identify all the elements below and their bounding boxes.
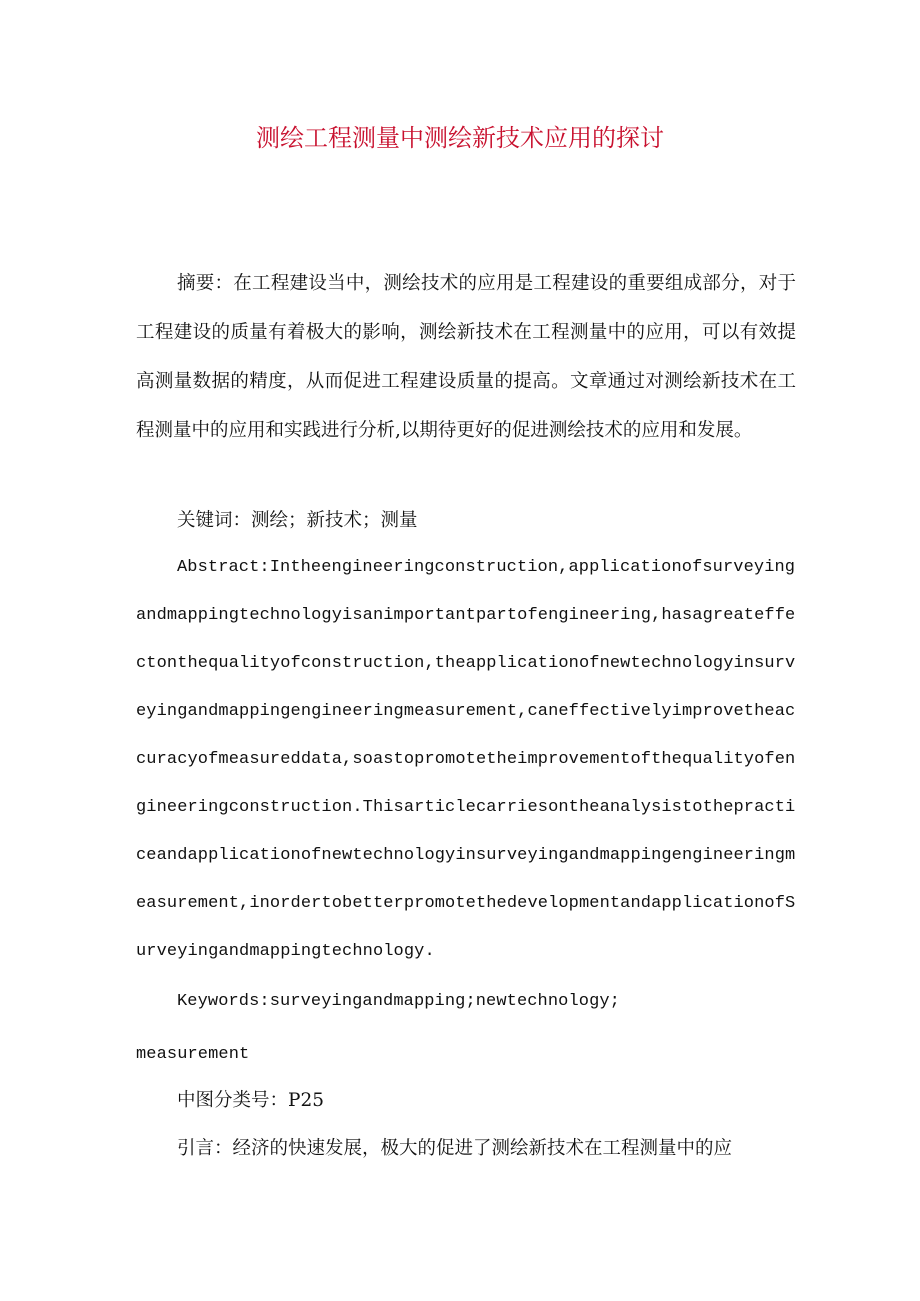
classification-number: 中图分类号：P25 bbox=[177, 1090, 324, 1111]
chinese-keywords: 关键词：测绘；新技术；测量 bbox=[177, 510, 418, 531]
introduction-paragraph: 引言：经济的快速发展，极大的促进了测绘新技术在工程测量中的应 bbox=[177, 1138, 733, 1159]
document-title: 测绘工程测量中测绘新技术应用的探讨 bbox=[256, 124, 664, 152]
chinese-abstract: 摘要：在工程建设当中，测绘技术的应用是工程建设的重要组成部分，对于工程建设的质量有着极大的影响，测绘新技术在工程测量中的应用，可以有效提高测量数据的精度，从而促进工程建设质量的提高。文章通过对测绘新技术在工程测量中的应用和实践进行分析,以期待更好的促进测绘技术的应用和发展。 bbox=[136, 273, 796, 441]
english-abstract: Abstract:Intheengineeringconstruction,applicationofsurveyingandmappingtechnologyisanimportantpartofengineering,hasagreateffectonthequalityofconstruction,theapplicationofnewtechnologyinsurveyingandmappingengineeringmeasurement,caneffectivelyimprovetheaccuracyofmeasureddata,soastopromotetheimprovementofthequalityofengineeringconstruction.Thisarticlecarriesontheanalysistothepracticeandapplicationofnewtechnologyinsurveyingandmappingengineeringmeasurement,inordertobetterpromotethedevelopmentandapplicationofSurveyingandmappingtechnology. bbox=[136, 558, 796, 961]
english-keywords-continuation: measurement bbox=[136, 1045, 250, 1064]
english-keywords: Keywords:surveyingandmapping;newtechnology; bbox=[177, 992, 620, 1011]
